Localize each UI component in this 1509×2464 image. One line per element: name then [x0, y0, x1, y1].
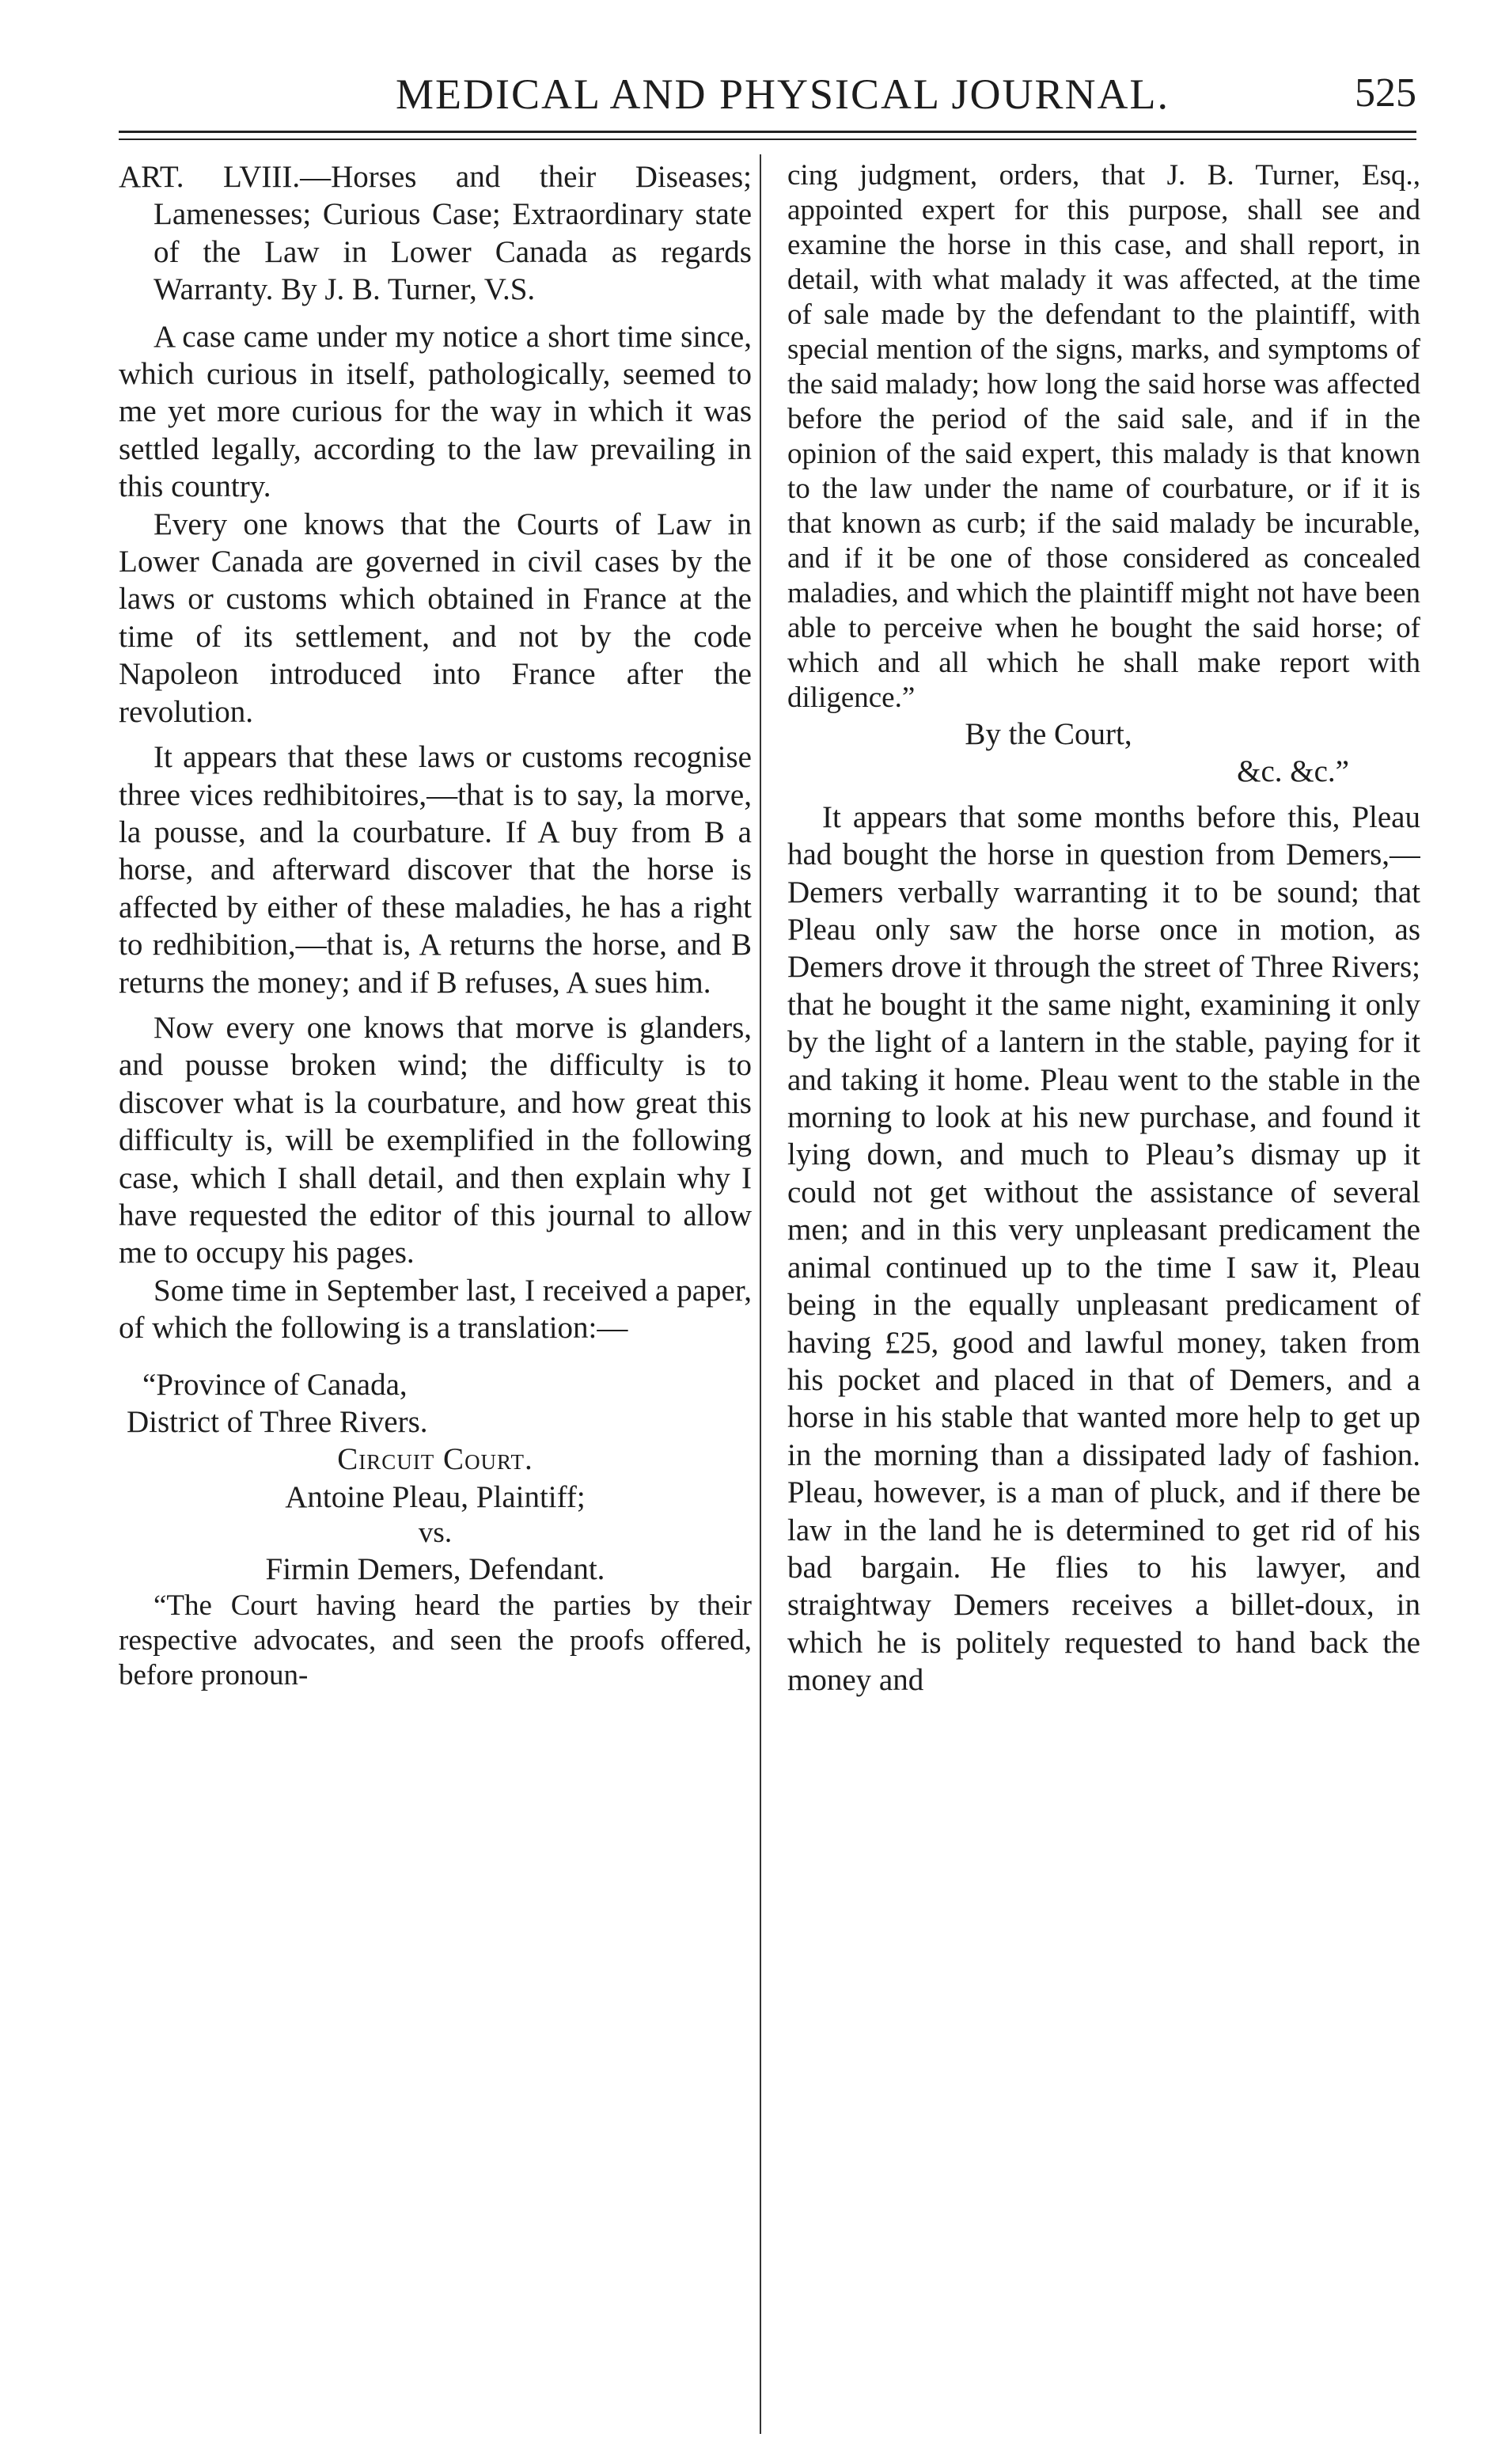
province-block	[119, 1366, 752, 1441]
versus-line: vs.	[418, 1517, 453, 1550]
plaintiff-line: Antoine Pleau, Plaintiff;	[285, 1479, 586, 1514]
article-heading: ART. LVIII.—Horses and their Diseases; Lamenesses; Curious Case; Extraordinary state of the Law in Lower Canada as regards Warranty. By J. B. Turner, V.S.	[119, 160, 752, 307]
court-order-continued: cing judgment, orders, that J. B. Turner, Esq., appointed expert for this purpose, shall see and examine the horse in this case, and shall report, in detail, with what malady it was affected, at the time of sale made by the defendant to the plaintiff, with special mention of the signs, marks, and symptoms of the said malady; how long the said horse was affected before the period of the said sale, and if in the opinion of the said expert, this malady is that known to the law under the name of courbature, or if it is that known as curb; if the said malady be incurable, and if it be one of those considered as concealed maladies, and which the plaintiff might not have been able to perceive when he bought the said horse; of which and all which he shall make report with diligence.”	[787, 159, 1420, 714]
header-rule-bottom	[119, 139, 1416, 140]
paragraph-2: Every one knows that the Courts of Law in Lower Canada are governed in civil cases by the laws or customs which obtained in France at the time of its settlement, and not by the code Napoleon introduced into France after the revolution.	[119, 507, 752, 729]
etc-line: &c. &c.”	[1237, 754, 1349, 789]
column-divider	[760, 154, 761, 2434]
paragraph-5: Some time in September last, I received a paper, of which the following is a translation:—	[119, 1273, 752, 1346]
province-line-2: District of Three Rivers.	[127, 1405, 428, 1439]
running-header	[119, 70, 1416, 125]
by-the-court: By the Court,	[965, 717, 1132, 751]
paragraph-6: It appears that some months before this, Pleau had bought the horse in question from Demers,—Demers verbally warranting it to be sound; that Pleau only saw the horse once in motion, as Demers drove it through the street of Three Rivers; that he bought it the same night, examining it only by the light of a lantern in the stable, paying for it and taking it home. Pleau went to the stable in the morning to look at his new purchase, and found it lying down, and much to Pleau’s dismay up it could not get without the assistance of several men; and in this very unpleasant predicament the animal continued up to the time I saw it, Pleau being in the equally unpleasant predicament of having £25, good and lawful money, taken from his pocket and placed in that of Demers, and a horse in his stable that wanted more help to get up in the morning than a dissipated lady of fashion. Pleau, however, is a man of pluck, and if there be law in the land he is determined to get rid of his bad bargain. He flies to his lawyer, and straightway Demers receives a billet-doux, in which he is politely requested to hand back the money and	[787, 799, 1420, 1698]
right-column	[787, 158, 1420, 2438]
paragraph-1: A case came under my notice a short time since, which curious in itself, pathologically, seemed to me yet more curious for the way in which it was settled legally, according to the law prevailing in this country.	[119, 319, 752, 504]
defendant-line: Firmin Demers, Defendant.	[265, 1552, 605, 1587]
page-number: 525	[1355, 70, 1416, 116]
left-column	[119, 158, 752, 2438]
court-order-start: “The Court having heard the parties by their respective advocates, and seen the proofs offered, before pronoun-	[119, 1589, 752, 1691]
paragraph-3: It appears that these laws or customs recognise three vices redhibitoires,—that is to say, la morve, la pousse, and la courbature. If A buy from B a horse, and afterward discover that the horse is affected by either of these maladies, he has a right to redhibition,—that is, A returns the horse, and B returns the money; and if B refuses, A sues him.	[119, 740, 752, 1000]
journal-title: MEDICAL AND PHYSICAL JOURNAL.	[396, 70, 1170, 118]
header-rule-top	[119, 131, 1416, 133]
province-line-1: “Province of Canada,	[142, 1367, 408, 1402]
paragraph-4: Now every one knows that morve is glanders, and pousse broken wind; the difficulty is to discover what is la courbature, and how great this difficulty is, will be exemplified in the following case, which I shall detail, and then explain why I have requested the editor of this journal to allow me to occupy his pages.	[119, 1010, 752, 1270]
circuit-court-label: Circuit Court.	[337, 1442, 533, 1477]
